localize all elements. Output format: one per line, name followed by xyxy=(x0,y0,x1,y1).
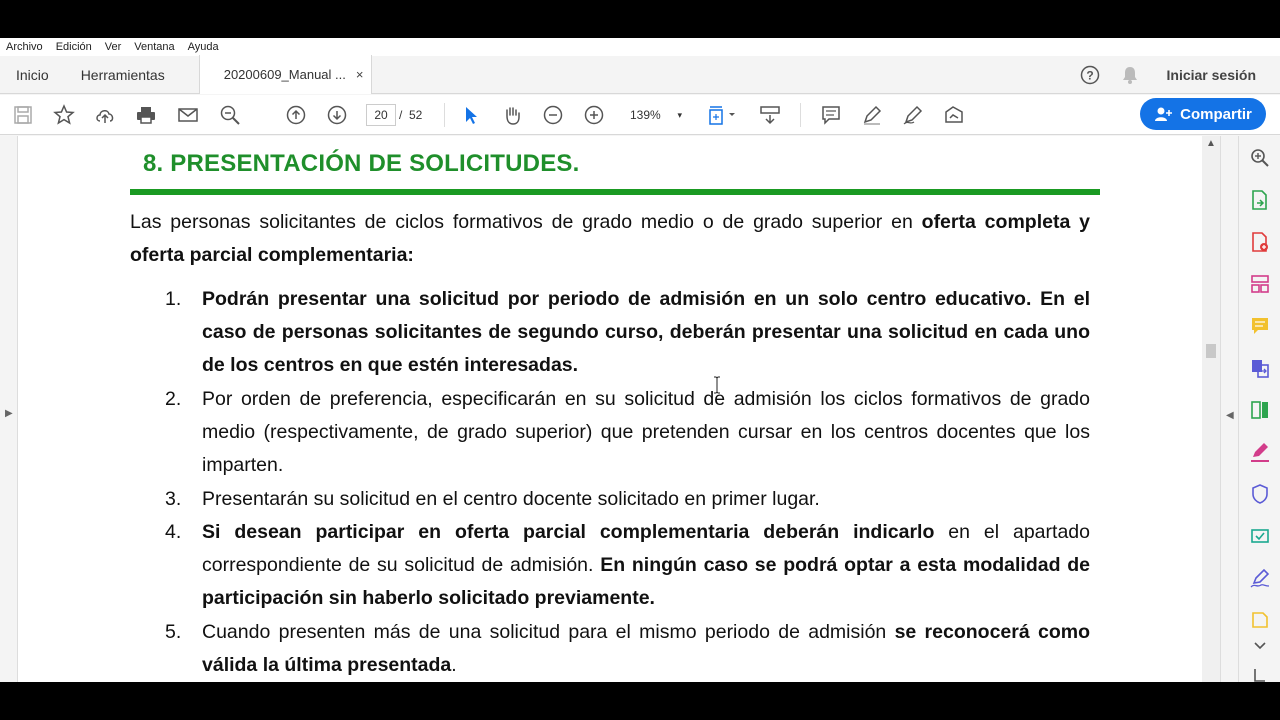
search-tool-icon[interactable] xyxy=(1248,146,1272,170)
heading-underline xyxy=(130,189,1100,195)
menu-edicion[interactable]: Edición xyxy=(55,41,92,53)
list-bold-text: Podrán presentar una solicitud por periodo de admisión en un solo centro educativo. En el caso de personas solicitantes de segundo curso, deberán presentar una solicitud en cada uno de los centros en que estén interesadas. xyxy=(202,288,1090,376)
tab-document-label: 20200609_Manual ... xyxy=(223,67,346,82)
scroll-mode-icon[interactable] xyxy=(758,103,782,127)
page-fit-icon[interactable] xyxy=(706,103,738,127)
list-text: . xyxy=(451,654,457,676)
combine-files-icon[interactable] xyxy=(1248,356,1272,380)
text-cursor-icon xyxy=(713,376,721,394)
previous-page-icon[interactable] xyxy=(284,103,308,127)
sign-pen-icon[interactable] xyxy=(1248,566,1272,590)
right-panel-toggle[interactable] xyxy=(1220,136,1238,682)
menu-archivo[interactable]: Archivo xyxy=(6,41,43,53)
menu-ventana[interactable]: Ventana xyxy=(134,41,175,53)
scrollbar-thumb[interactable] xyxy=(1206,344,1216,358)
intro-paragraph xyxy=(130,206,1090,272)
tools-pane xyxy=(1238,136,1280,682)
create-pdf-icon[interactable] xyxy=(1248,230,1272,254)
select-cursor-icon[interactable] xyxy=(459,103,483,127)
tab-bar xyxy=(0,56,1280,94)
export-pdf-icon[interactable] xyxy=(1248,188,1272,212)
list-bold-text: Si desean participar en oferta parcial complementaria deberán indicarlo xyxy=(202,521,935,543)
hand-tool-icon[interactable] xyxy=(500,103,524,127)
section-heading: 8. PRESENTACIÓN DE SOLICITUDES. xyxy=(143,150,580,177)
list-item xyxy=(165,516,1090,615)
print-icon[interactable] xyxy=(134,103,158,127)
fill-sign-icon[interactable] xyxy=(1248,440,1272,464)
list-number: 3. xyxy=(165,488,182,510)
toolbar-divider xyxy=(800,103,801,127)
list-item xyxy=(165,383,1090,482)
comment-icon[interactable] xyxy=(819,103,843,127)
more-tools-icon[interactable] xyxy=(1248,664,1272,682)
toolbar-divider xyxy=(444,103,445,127)
sign-tag-icon[interactable] xyxy=(942,103,966,127)
page-number-input[interactable]: 20 xyxy=(366,104,396,126)
send-review-icon[interactable] xyxy=(1248,524,1272,548)
scroll-up-icon[interactable]: ▲ xyxy=(1206,138,1216,149)
collapse-right-icon: ◀ xyxy=(1226,410,1234,421)
menu-ayuda[interactable]: Ayuda xyxy=(187,41,219,53)
list-text: Por orden de preferencia, especificarán en su solicitud de admisión los ciclos formativos de grado medio (respectivamente, de grado superior) que pretenden cursar en los centros docentes que los imparten. xyxy=(202,388,1090,476)
signin-link[interactable]: Iniciar sesión xyxy=(1166,66,1256,83)
menu-bar xyxy=(0,38,1280,56)
list-bold-text: se reconocerá como válida la última presentada xyxy=(202,621,1090,676)
toolbar xyxy=(0,95,1280,135)
header-right xyxy=(1079,56,1280,94)
left-panel-toggle[interactable] xyxy=(0,136,18,682)
chevron-down-icon: ▾ xyxy=(677,110,682,120)
document-area xyxy=(0,136,1238,682)
share-button[interactable] xyxy=(1140,98,1266,130)
zoom-in-icon[interactable] xyxy=(582,103,606,127)
next-page-icon[interactable] xyxy=(325,103,349,127)
expand-left-icon: ▶ xyxy=(5,408,13,419)
upload-cloud-icon[interactable] xyxy=(93,103,117,127)
list-bold-text: En ningún caso se podrá optar a esta modalidad de participación sin haberlo solicitado previamente. xyxy=(202,554,1090,609)
list-item xyxy=(165,283,1090,382)
close-icon[interactable]: × xyxy=(355,67,364,82)
zoom-out-icon[interactable] xyxy=(541,103,565,127)
save-icon[interactable] xyxy=(11,103,35,127)
search-zoom-icon[interactable] xyxy=(218,103,242,127)
intro-text: Las personas solicitantes de ciclos formativos de grado medio o de grado superior en xyxy=(130,211,922,233)
protect-shield-icon[interactable] xyxy=(1248,482,1272,506)
stamp-icon[interactable] xyxy=(1248,608,1272,632)
bell-icon[interactable] xyxy=(1119,64,1141,86)
organize-pages-icon[interactable] xyxy=(1248,272,1272,296)
list-text: Cuando presenten más de una solicitud para el mismo periodo de admisión xyxy=(202,621,895,643)
star-icon[interactable] xyxy=(52,103,76,127)
list-number: 1. xyxy=(165,288,182,310)
list-text: en el apartado correspondiente de su solicitud de admisión. xyxy=(202,521,1090,576)
list-number: 5. xyxy=(165,621,182,643)
acrobat-window xyxy=(0,38,1280,682)
menu-ver[interactable]: Ver xyxy=(104,41,122,53)
comment-tool-icon[interactable] xyxy=(1248,314,1272,338)
list-number: 4. xyxy=(165,521,182,543)
zoom-value: 139% xyxy=(630,108,661,122)
zoom-select[interactable] xyxy=(622,104,688,126)
draw-pen-icon[interactable] xyxy=(901,103,925,127)
help-icon[interactable] xyxy=(1079,64,1101,86)
letterbox-top xyxy=(0,0,1280,38)
tab-home[interactable]: Inicio xyxy=(16,66,49,83)
list-number: 2. xyxy=(165,388,182,410)
page-total: 52 xyxy=(409,108,423,122)
intro-bold-text: oferta completa y oferta parcial complementaria: xyxy=(130,211,1090,266)
pdf-page xyxy=(18,136,1202,682)
page-separator: / xyxy=(399,108,403,122)
chevron-down-icon[interactable] xyxy=(1248,634,1272,658)
vertical-scrollbar[interactable] xyxy=(1202,136,1220,682)
add-user-icon xyxy=(1154,106,1172,122)
letterbox-bottom xyxy=(0,682,1280,720)
highlight-pen-icon[interactable] xyxy=(860,103,884,127)
list-text: Presentarán su solicitud en el centro docente solicitado en primer lugar. xyxy=(202,488,820,510)
tab-tools[interactable]: Herramientas xyxy=(80,66,165,83)
email-icon[interactable] xyxy=(176,103,200,127)
share-button-label: Compartir xyxy=(1180,105,1252,123)
list-item xyxy=(165,616,1090,682)
svg-text:?: ? xyxy=(1085,68,1094,82)
edit-pdf-icon[interactable] xyxy=(1248,398,1272,422)
tab-document[interactable] xyxy=(199,55,373,94)
list-item xyxy=(165,483,1090,516)
